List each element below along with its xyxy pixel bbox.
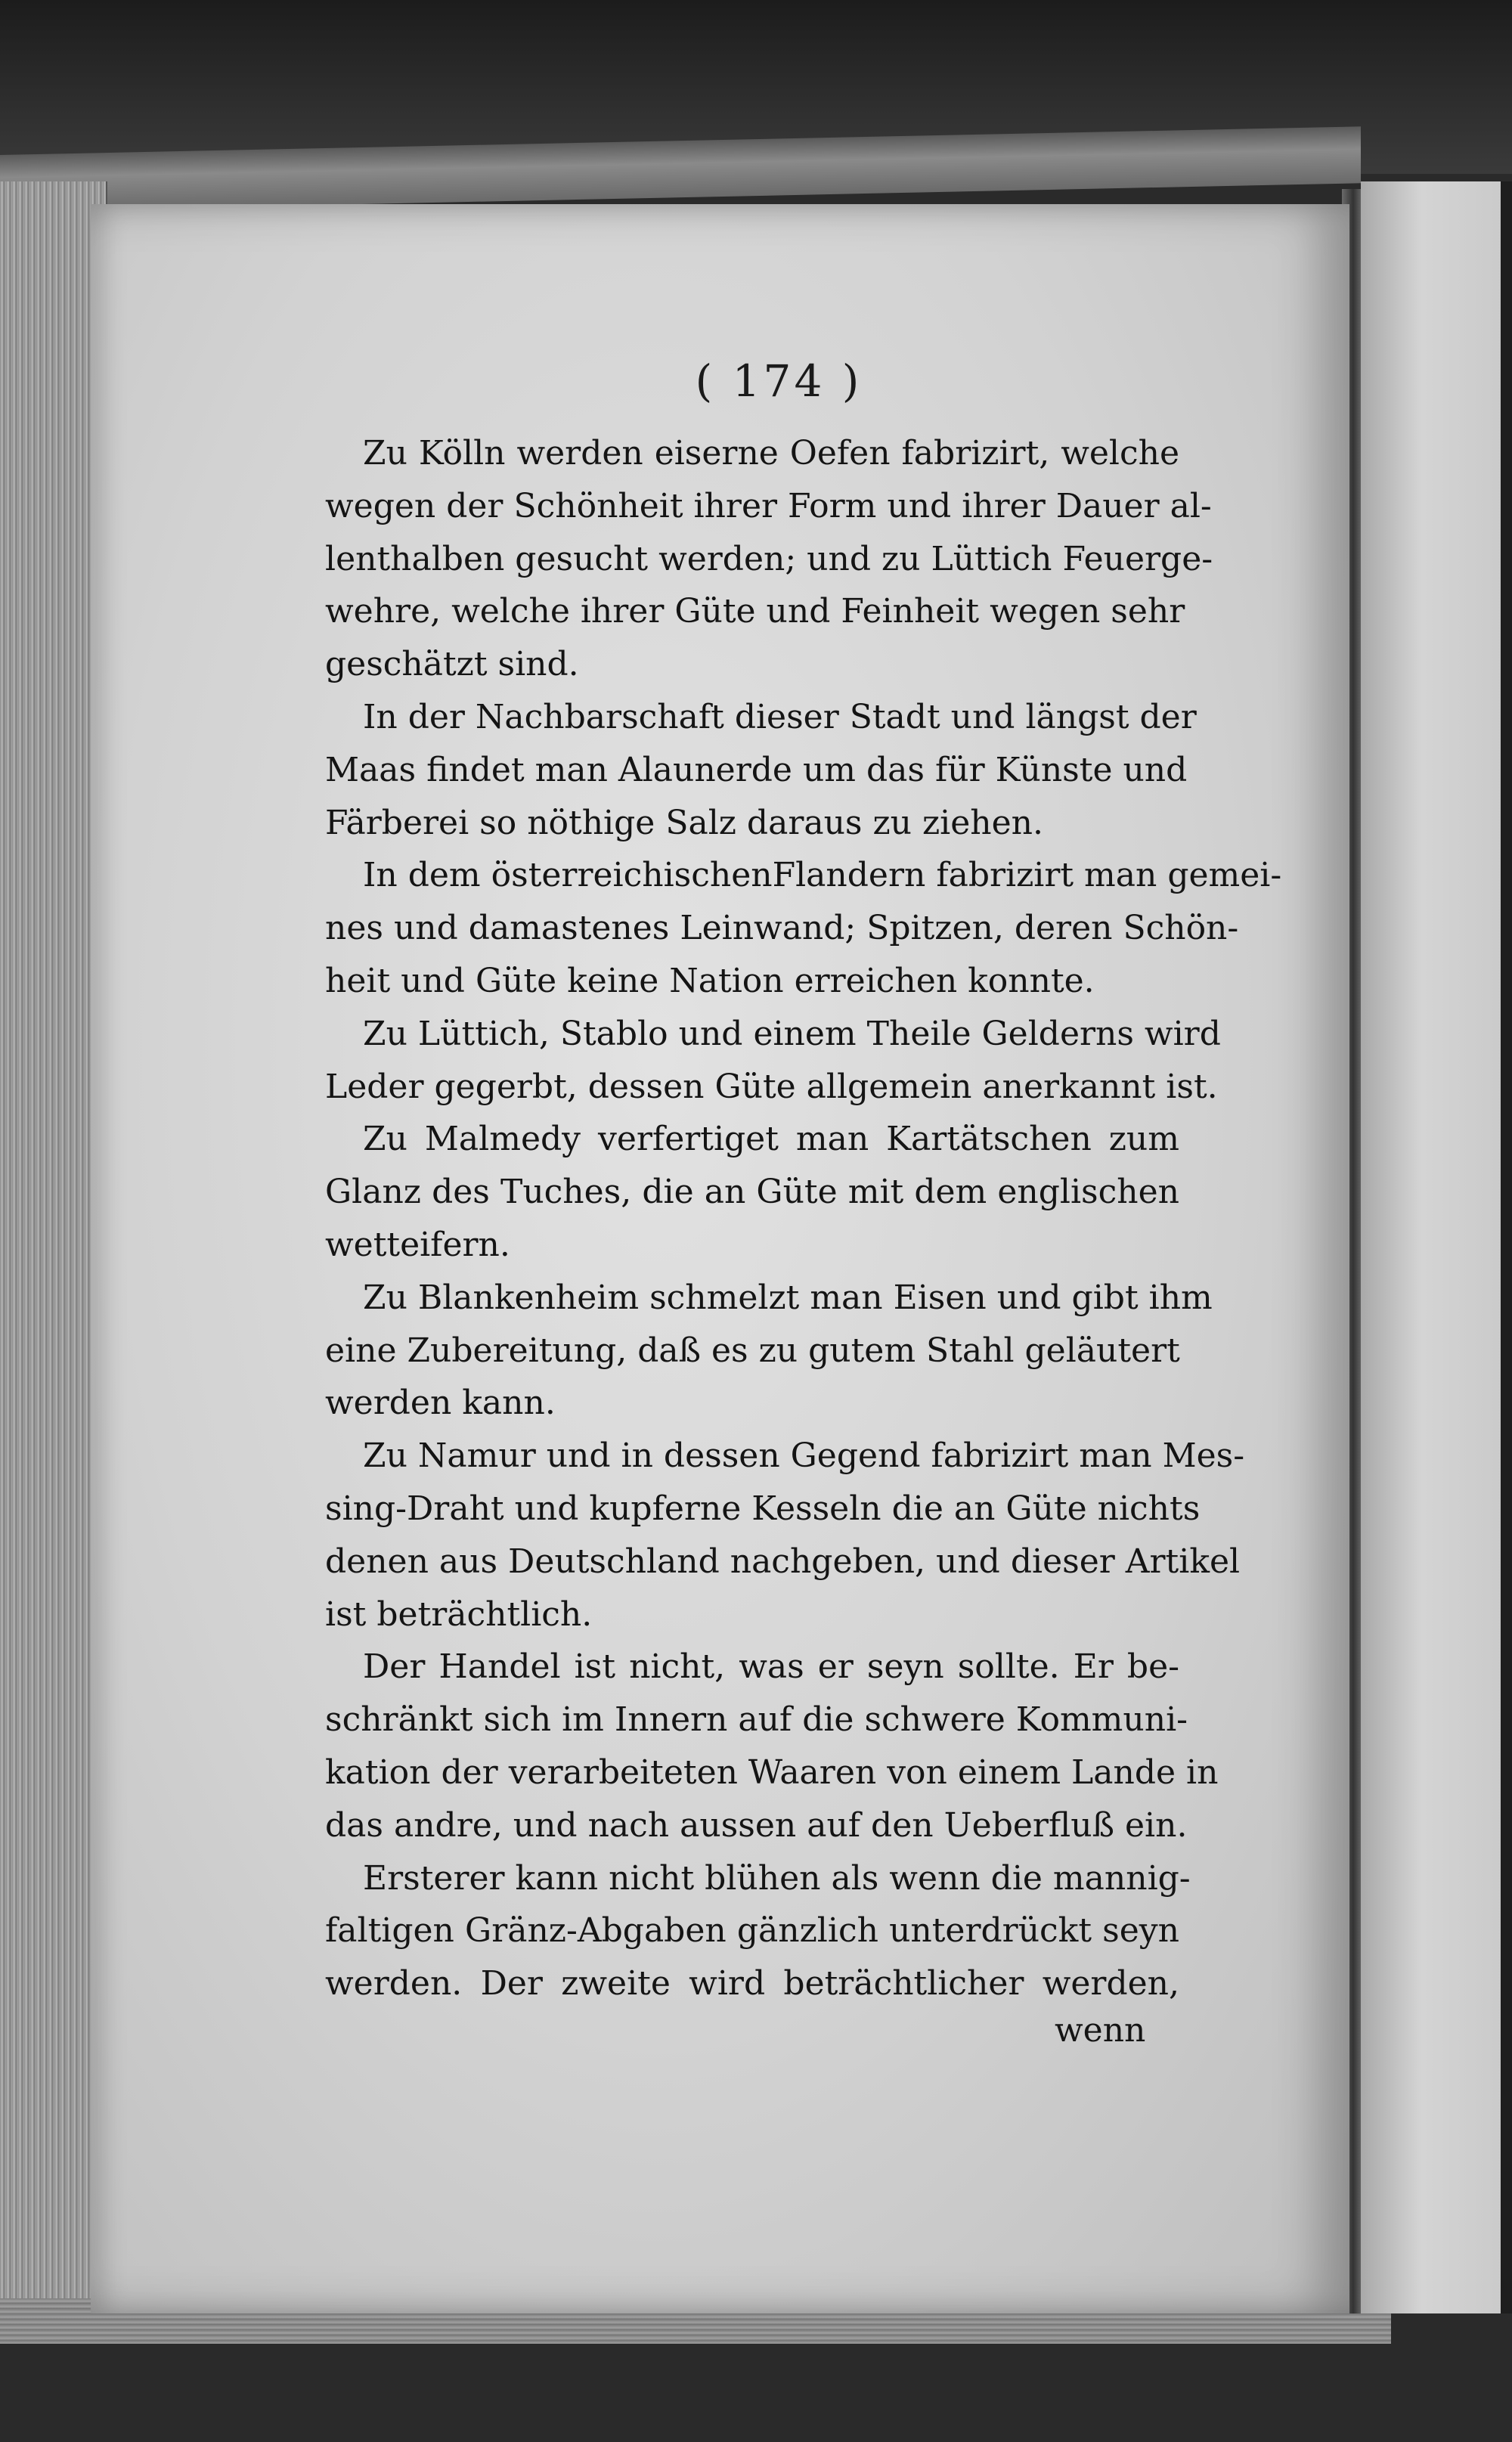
text-line: schränkt sich im Innern auf die schwere Kommuni- [325, 1700, 1188, 1740]
text-line: das andre, und nach aussen auf den Ueberfluß ein. [325, 1805, 1188, 1845]
text-line: In dem österreichischenFlandern fabrizirt man gemei- [363, 856, 1282, 895]
text-line: In der Nachbarschaft dieser Stadt und längst der [363, 697, 1197, 736]
text-line: Zu Namur und in dessen Gegend fabrizirt man Mes- [363, 1436, 1245, 1476]
text-line: Zu Lüttich, Stablo und einem Theile Gelderns wird [363, 1014, 1221, 1053]
text-line: eine Zubereitung, daß es zu gutem Stahl geläutert [325, 1331, 1180, 1370]
facing-page [1361, 181, 1512, 2313]
text-line: Glanz des Tuches, die an Güte mit dem englischen [325, 1173, 1179, 1212]
text-line: Zu Blankenheim schmelzt man Eisen und gibt ihm [363, 1278, 1213, 1317]
text-line: ist beträchtlich. [325, 1594, 593, 1634]
page-number: ( 174 ) [695, 355, 863, 407]
text-line: werden kann. [325, 1384, 556, 1423]
text-line: faltigen Gränz-Abgaben gänzlich unterdrückt seyn [325, 1911, 1179, 1951]
text-line: Ersterer kann nicht blühen als wenn die mannig- [363, 1858, 1191, 1898]
text-line: werden. Der zweite wird beträchtlicher werden, [325, 1964, 1179, 2003]
text-line: denen aus Deutschland nachgeben, und dieser Artikel [325, 1542, 1241, 1581]
body-text [325, 427, 1282, 2010]
text-line: nes und damastenes Leinwand; Spitzen, deren Schön- [325, 909, 1239, 948]
text-line: lenthalben gesucht werden; und zu Lüttich Feuerge- [325, 539, 1213, 578]
text-line: wehre, welche ihrer Güte und Feinheit wegen sehr [325, 592, 1185, 631]
text-line: wegen der Schönheit ihrer Form und ihrer Dauer al- [325, 486, 1212, 525]
text-line: wetteifern. [325, 1225, 510, 1264]
text-line: geschätzt sind. [325, 645, 579, 684]
text-line: Leder gegerbt, dessen Güte allgemein anerkannt ist. [325, 1067, 1218, 1106]
text-line: Der Handel ist nicht, was er seyn sollte. Er be- [363, 1647, 1179, 1687]
text-line: sing-Draht und kupferne Kesseln die an Güte nichts [325, 1489, 1201, 1528]
text-line: Zu Kölln werden eiserne Oefen fabrizirt, welche [363, 434, 1179, 473]
facing-page-edge [1501, 181, 1512, 2313]
text-line: heit und Güte keine Nation erreichen konnte. [325, 961, 1095, 1000]
text-line: kation der verarbeiteten Waaren von einem Lande in [325, 1752, 1219, 1792]
text-line: Maas findet man Alaunerde um das für Künste und [325, 750, 1188, 789]
text-line: Zu Malmedy verfertiget man Kartätschen zum [363, 1120, 1179, 1159]
text-line: Färberei so nöthige Salz daraus zu ziehen. [325, 803, 1043, 842]
catchword: wenn [1055, 2011, 1146, 2050]
